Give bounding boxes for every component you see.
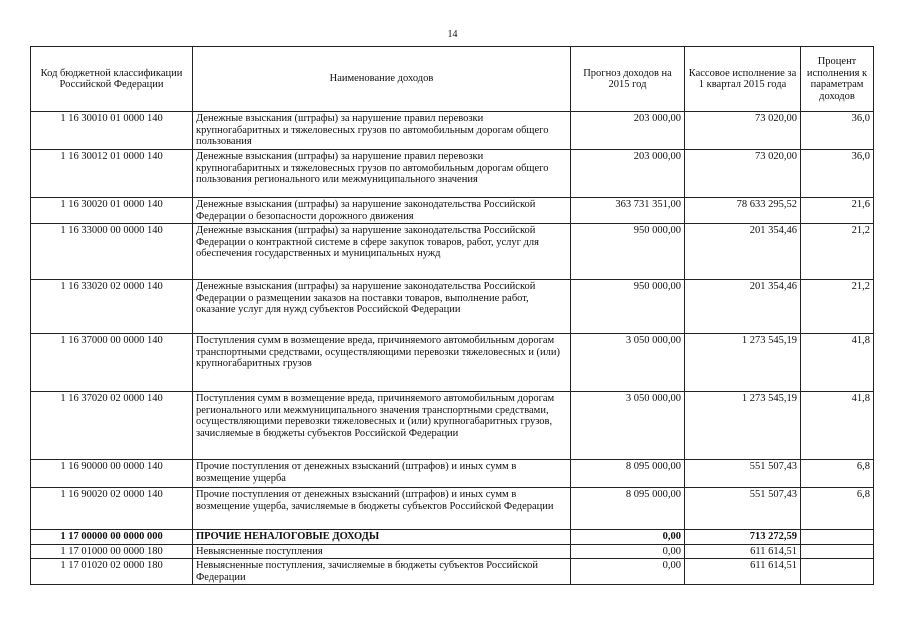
code-cell: 1 16 30020 01 0000 140 [31,198,193,224]
name-cell: Денежные взыскания (штрафы) за нарушение правил перевозки крупногабаритных и тяжеловесных грузов по автомобильным дорогам общего пользования регионального или межмуниципального значения [193,150,571,198]
table-header-row [31,47,874,112]
name-cell: Невыясненные поступления [193,544,571,559]
forecast-cell: 950 000,00 [571,280,685,334]
forecast-cell: 0,00 [571,544,685,559]
percent-cell: 6,8 [801,460,874,488]
header-forecast: Прогноз доходов на 2015 год [571,47,685,112]
execution-cell: 1 273 545,19 [685,392,801,460]
table-row [31,460,874,488]
execution-cell: 611 614,51 [685,544,801,559]
forecast-cell: 363 731 351,00 [571,198,685,224]
code-cell: 1 17 01000 00 0000 180 [31,544,193,559]
forecast-cell: 203 000,00 [571,150,685,198]
percent-cell: 41,8 [801,392,874,460]
name-cell: Денежные взыскания (штрафы) за нарушение правил перевозки крупногабаритных и тяжеловесных грузов по автомобильным дорогам общего пользования [193,112,571,150]
table-row [31,488,874,530]
execution-cell: 713 272,59 [685,530,801,545]
table-row [31,112,874,150]
code-cell: 1 16 90000 00 0000 140 [31,460,193,488]
page-number: 14 [447,29,458,40]
percent-cell: 6,8 [801,488,874,530]
name-cell: Поступления сумм в возмещение вреда, причиняемого автомобильным дорогам транспортными средствами, осуществляющими перевозки тяжеловесных и (или) крупногабаритных грузов [193,334,571,392]
forecast-cell: 0,00 [571,559,685,585]
header-code: Код бюджетной классификации Российской Федерации [31,47,193,112]
name-cell: Денежные взыскания (штрафы) за нарушение законодательства Российской Федерации о безопасности дорожного движения [193,198,571,224]
execution-cell: 73 020,00 [685,150,801,198]
table-row [31,280,874,334]
code-cell: 1 17 01020 02 0000 180 [31,559,193,585]
table-row [31,544,874,559]
forecast-cell: 8 095 000,00 [571,460,685,488]
name-cell: Поступления сумм в возмещение вреда, причиняемого автомобильным дорогам регионального или межмуниципального значения транспортными средствами, осуществляющими перевозки тяжеловесных и (или) крупногабаритных грузов, зачисляемые в бюджеты субъектов Российской Федерации [193,392,571,460]
forecast-cell: 3 050 000,00 [571,392,685,460]
name-cell: Денежные взыскания (штрафы) за нарушение законодательства Российской Федерации о контрактной системе в сфере закупок товаров, работ, услуг для обеспечения государственных и муниципальных нужд [193,224,571,280]
percent-cell [801,530,874,545]
name-cell: Прочие поступления от денежных взысканий (штрафов) и иных сумм в возмещение ущерба, зачисляемые в бюджеты субъектов Российской Федерации [193,488,571,530]
percent-cell [801,544,874,559]
revenue-table [30,46,874,585]
code-cell: 1 16 30010 01 0000 140 [31,112,193,150]
forecast-cell: 0,00 [571,530,685,545]
name-cell: ПРОЧИЕ НЕНАЛОГОВЫЕ ДОХОДЫ [193,530,571,545]
execution-cell: 551 507,43 [685,460,801,488]
name-cell: Денежные взыскания (штрафы) за нарушение законодательства Российской Федерации о размещении заказов на поставки товаров, выполнение работ, оказание услуг для нужд субъектов Российской Федерации [193,280,571,334]
table-row [31,334,874,392]
code-cell: 1 16 30012 01 0000 140 [31,150,193,198]
execution-cell: 611 614,51 [685,559,801,585]
header-percent: Процент исполнения к параметрам доходов [801,47,874,112]
table-row [31,392,874,460]
code-cell: 1 16 90020 02 0000 140 [31,488,193,530]
percent-cell: 41,8 [801,334,874,392]
code-cell: 1 17 00000 00 0000 000 [31,530,193,545]
forecast-cell: 203 000,00 [571,112,685,150]
code-cell: 1 16 37000 00 0000 140 [31,334,193,392]
code-cell: 1 16 33000 00 0000 140 [31,224,193,280]
table-row [31,530,874,545]
name-cell: Невыясненные поступления, зачисляемые в бюджеты субъектов Российской Федерации [193,559,571,585]
table-row [31,224,874,280]
header-execution: Кассовое исполнение за 1 квартал 2015 года [685,47,801,112]
table-row [31,198,874,224]
execution-cell: 78 633 295,52 [685,198,801,224]
forecast-cell: 8 095 000,00 [571,488,685,530]
percent-cell: 21,2 [801,224,874,280]
header-name: Наименование доходов [193,47,571,112]
execution-cell: 73 020,00 [685,112,801,150]
forecast-cell: 3 050 000,00 [571,334,685,392]
execution-cell: 201 354,46 [685,224,801,280]
table-row [31,150,874,198]
forecast-cell: 950 000,00 [571,224,685,280]
percent-cell: 21,2 [801,280,874,334]
execution-cell: 1 273 545,19 [685,334,801,392]
code-cell: 1 16 37020 02 0000 140 [31,392,193,460]
percent-cell: 36,0 [801,150,874,198]
percent-cell [801,559,874,585]
execution-cell: 551 507,43 [685,488,801,530]
table-row [31,559,874,585]
code-cell: 1 16 33020 02 0000 140 [31,280,193,334]
name-cell: Прочие поступления от денежных взысканий (штрафов) и иных сумм в возмещение ущерба [193,460,571,488]
execution-cell: 201 354,46 [685,280,801,334]
percent-cell: 36,0 [801,112,874,150]
percent-cell: 21,6 [801,198,874,224]
